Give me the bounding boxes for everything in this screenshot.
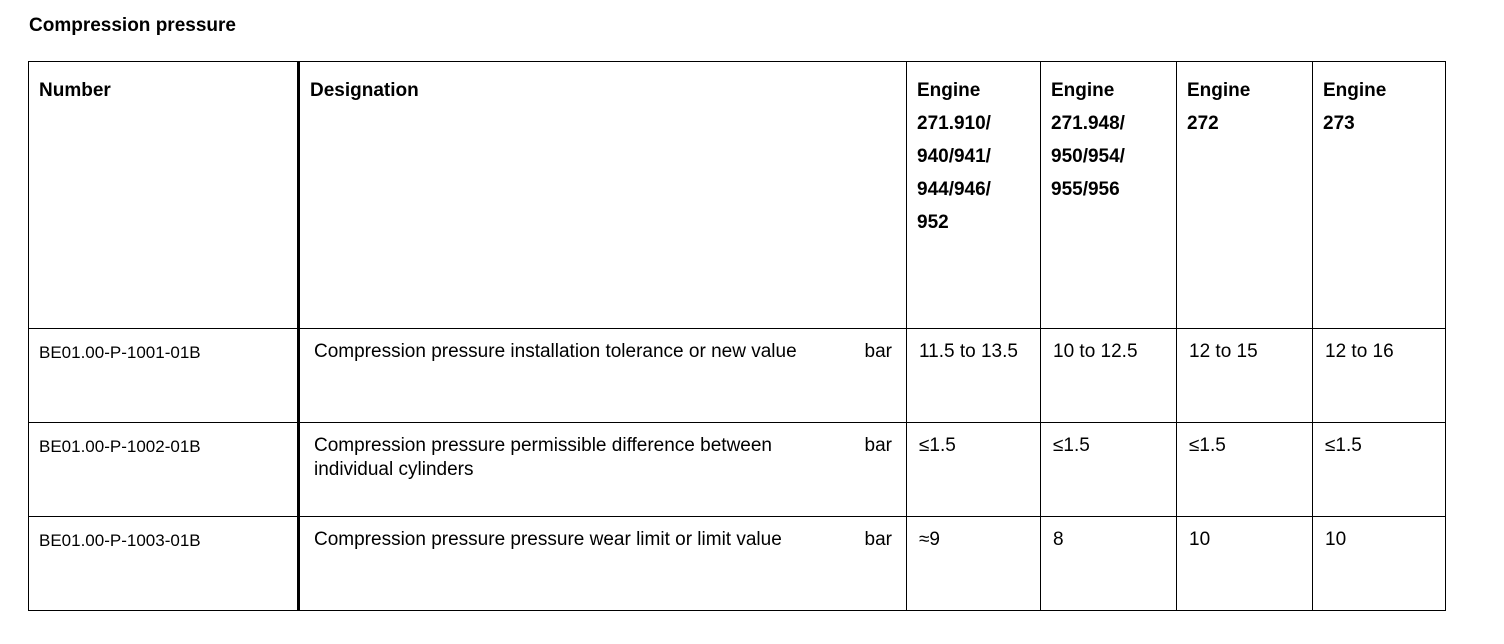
page-title: Compression pressure (29, 15, 236, 36)
engine-model-line: 272 (1187, 113, 1219, 134)
engine-label: Engine (1187, 80, 1251, 101)
compression-pressure-table (28, 61, 1446, 611)
value-engine-4: ≤1.5 (1313, 423, 1446, 517)
designation-text: Compression pressure pressure wear limit or limit value (314, 529, 782, 550)
table-header-row (29, 62, 1446, 329)
unit-label: bar (864, 341, 892, 362)
engine-model-line: 955/956 (1051, 179, 1120, 200)
designation-text: Compression pressure installation tolerance or new value (314, 341, 797, 362)
engine-label: Engine (1323, 80, 1387, 101)
value-engine-2: 8 (1041, 517, 1177, 611)
row-number: BE01.00-P-1001-01B (29, 329, 299, 423)
table-row (29, 423, 1446, 517)
engine-model-line: 940/941/ (917, 146, 991, 167)
engine-model-line: 944/946/ (917, 179, 991, 200)
unit-label: bar (864, 529, 892, 550)
header-number: Number (29, 62, 299, 329)
row-designation (299, 329, 907, 423)
row-designation (299, 423, 907, 517)
table-row (29, 329, 1446, 423)
header-designation: Designation (299, 62, 907, 329)
row-number: BE01.00-P-1003-01B (29, 517, 299, 611)
engine-model-line: 271.948/ (1051, 113, 1125, 134)
engine-model-line: 271.910/ (917, 113, 991, 134)
row-number: BE01.00-P-1002-01B (29, 423, 299, 517)
value-engine-1: ≤1.5 (907, 423, 1041, 517)
value-engine-1: 11.5 to 13.5 (907, 329, 1041, 423)
value-engine-1: ≈9 (907, 517, 1041, 611)
value-engine-3: 10 (1177, 517, 1313, 611)
header-engine-1 (907, 62, 1041, 329)
value-engine-3: 12 to 15 (1177, 329, 1313, 423)
designation-text: Compression pressure permissible difference between individual cylinders (314, 435, 772, 480)
value-engine-2: 10 to 12.5 (1041, 329, 1177, 423)
engine-model-line: 952 (917, 212, 949, 233)
header-engine-4 (1313, 62, 1446, 329)
engine-model-line: 950/954/ (1051, 146, 1125, 167)
row-designation (299, 517, 907, 611)
header-engine-2 (1041, 62, 1177, 329)
table-row (29, 517, 1446, 611)
unit-label: bar (864, 435, 892, 456)
engine-model-line: 273 (1323, 113, 1355, 134)
value-engine-3: ≤1.5 (1177, 423, 1313, 517)
header-engine-3 (1177, 62, 1313, 329)
engine-label: Engine (1051, 80, 1115, 101)
value-engine-4: 12 to 16 (1313, 329, 1446, 423)
value-engine-2: ≤1.5 (1041, 423, 1177, 517)
engine-label: Engine (917, 80, 981, 101)
value-engine-4: 10 (1313, 517, 1446, 611)
